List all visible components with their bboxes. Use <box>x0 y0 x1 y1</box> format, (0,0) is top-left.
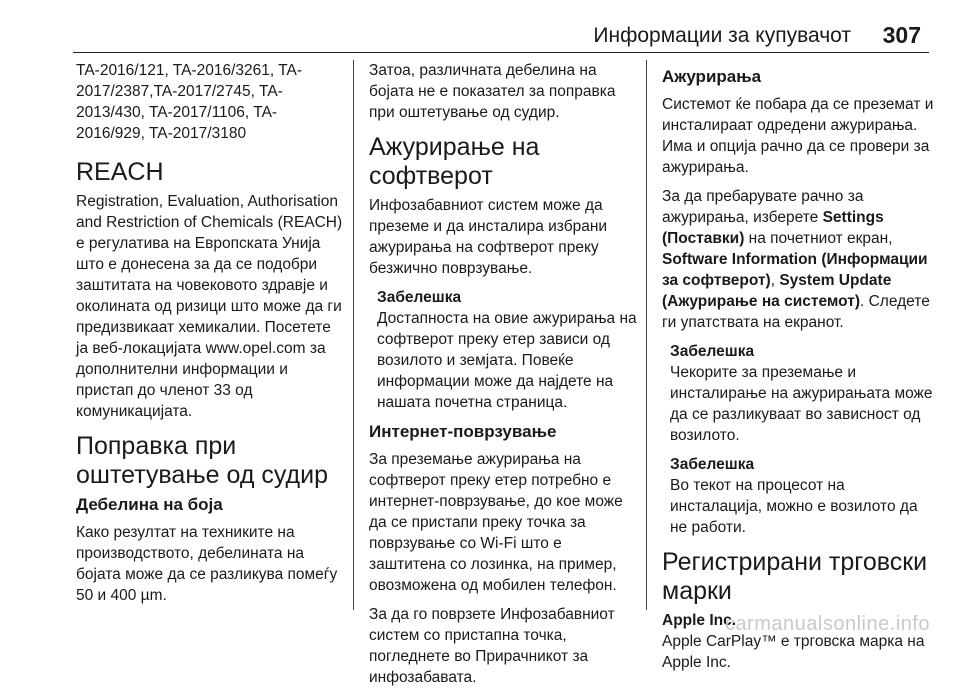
note-text: Чекорите за преземање и инсталирање на ажурирањата може да се разликуваат во зависност од возилото. <box>670 364 933 444</box>
page-number: 307 <box>882 22 921 48</box>
updates-heading: Ажурирања <box>662 67 762 86</box>
updates-manual-text <box>662 186 934 333</box>
column-divider <box>353 60 354 610</box>
settings-label: Settings (Поставки) <box>662 209 884 247</box>
apple-heading: Apple Inc. <box>662 612 737 629</box>
approval-codes: TA-2016/121, TA-2016/3261, TA-2017/2387,TA-2017/2745, TA-2013/430, TA-2017/1106, TA-2016/929, TA-2017/3180 <box>76 62 303 142</box>
note-text: Во текот на процесот на инсталација, можно е возилото да не работи. <box>670 477 918 536</box>
reach-text: Registration, Evaluation, Authorisation and Restriction of Chemicals (REACH) е регулатива на Европската Унија што е донесена за да се подобри заштитата на човековото здравје и околината од ризици што може да ги предизвикаат хемикалии. Посетете ја веб-локацијата www.opel.com за дополнителни информации и пристап до членот 33 од комуникацијата. <box>76 193 343 420</box>
note-title: Забелешка <box>670 343 755 360</box>
note-availability <box>377 287 637 413</box>
software-text: Инфозабавниот систем може да преземе и да инсталира избрани ажурирања на софтверот преку безжично поврзување. <box>369 197 608 277</box>
system-update-label: System Update (Ажурирање на системот) <box>662 272 892 310</box>
software-heading: Ажурирање на софтверот <box>369 133 540 190</box>
note-title: Забелешка <box>377 289 462 306</box>
page-title: Информации за купувачот <box>593 24 851 47</box>
paint-text: Како резултат на техниките на производството, дебелината на бојата може да се разликува помеѓу 50 и 400 µm. <box>76 524 338 604</box>
updates-text: Системот ќе побара да се преземат и инсталираат одредени ажурирања. Има и опција рачно да се провери за ажурирања. <box>662 96 934 176</box>
paint-heading: Дебелина на боја <box>76 495 223 514</box>
updates-manual-text-part: . Следете ги упатствата на екранот. <box>662 293 930 331</box>
apple-text: Apple CarPlay™ е трговска марка на Apple Inc. <box>662 633 925 671</box>
note-installation <box>670 454 934 538</box>
internet-text: За преземање ажурирања на софтверот преку етер потребно е интернет-поврзување, до кое може да се пристапи преку точка за поврзување со Wi-Fi што е заштитена со лозинка, на пример, овозможена од мобилен телефон. <box>369 451 623 594</box>
internet-heading: Интернет-поврзување <box>369 422 557 441</box>
column-left <box>76 60 344 614</box>
column-right <box>662 60 934 681</box>
watermark: carmanualsonline.info <box>724 613 930 635</box>
note-title: Забелешка <box>670 456 755 473</box>
software-information-label: Software Information (Информации за софтверот) <box>662 251 928 289</box>
updates-manual-text-part: , <box>770 272 780 289</box>
note-steps <box>670 341 934 446</box>
reach-heading: REACH <box>76 158 164 186</box>
note-text: Достапноста на овие ажурирања на софтверот преку етер зависи од возилото и земјата. Повеќе информации може да најдете на нашата почетна страница. <box>377 310 637 411</box>
page-header <box>73 0 929 53</box>
internet-hotspot-text: За да го поврзете Инфозабавниот систем со пристапна точка, погледнете во Прирачникот за инфозабавата. <box>369 606 615 686</box>
updates-manual-text-part: на почетниот екран, <box>744 230 893 247</box>
updates-manual-text-part: За да пребарувате рачно за ажурирања, изберете <box>662 188 864 226</box>
repair-heading: Поправка при оштетување од судир <box>76 432 329 489</box>
column-divider <box>646 60 647 610</box>
trademarks-heading: Регистрирани трговски марки <box>662 548 928 605</box>
column-middle <box>369 60 637 696</box>
paint-continued-text: Затоа, различната дебелина на бојата не е показател за поправка при оштетување од судир. <box>369 62 616 121</box>
